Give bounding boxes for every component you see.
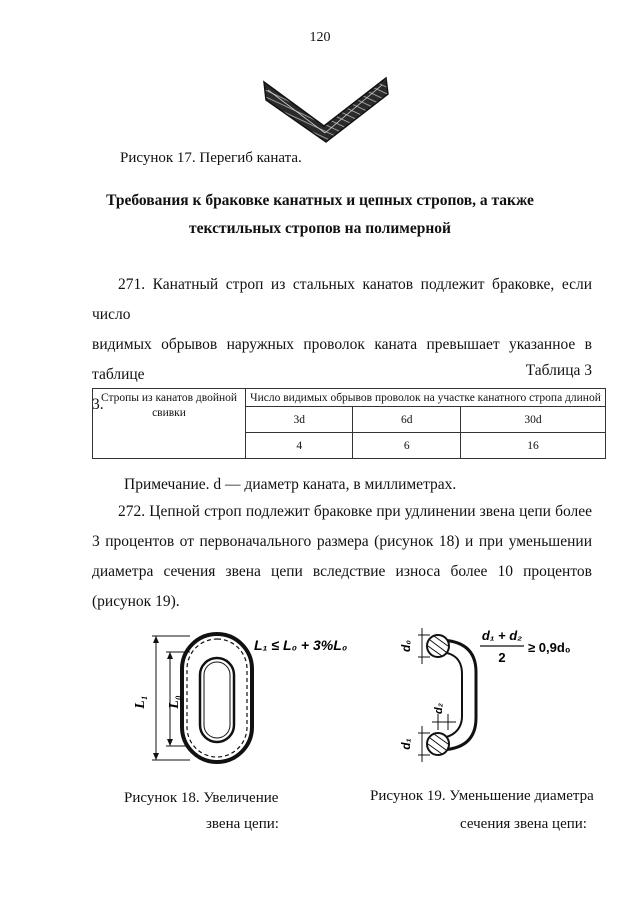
- figure-17-caption: Рисунок 17. Перегиб каната.: [120, 150, 302, 166]
- paragraph-272-line-2: 3 процентов от первоначального размера (рисунок 18) и при уменьшении: [92, 533, 592, 550]
- paragraph-271-line-3: 3.: [92, 396, 104, 413]
- table-cell-count: 6: [353, 433, 460, 459]
- bent-rope-figure: [262, 72, 390, 146]
- chain-link-wear-figure: [398, 618, 608, 766]
- label-d2: d₂: [433, 703, 445, 714]
- paragraph-272-line-4: (рисунок 19).: [92, 593, 180, 610]
- label-l0: L₀: [167, 695, 182, 709]
- label-d1: d₁: [399, 738, 413, 750]
- table-note: Примечание. d — диаметр каната, в миллиметрах.: [124, 476, 457, 493]
- figure-18-caption-line-1: Рисунок 18. Увеличение: [124, 790, 279, 806]
- paragraph-272-line-1: 272. Цепной строп подлежит браковке при удлинении звена цепи более: [118, 503, 592, 520]
- paragraph-272: [92, 497, 592, 617]
- formula-rhs: ≥ 0,9d₀: [528, 640, 571, 655]
- figure-18-caption-line-2: звена цепи:: [206, 816, 279, 832]
- chain-link-elongation-figure: [130, 628, 380, 768]
- paragraph-272-line-3: диаметра сечения звена цепи вследствие износа более 10 процентов: [92, 563, 592, 580]
- figure-19-caption-line-1: Рисунок 19. Уменьшение диаметра: [370, 788, 594, 804]
- figure-19-caption-line-2: сечения звена цепи:: [460, 816, 587, 832]
- formula-denominator: 2: [498, 650, 506, 665]
- table-header-broken-wires: Число видимых обрывов проволок на участке канатного стропа длиной: [246, 389, 606, 407]
- label-l1: L₁: [133, 695, 148, 709]
- table-cell-count: 4: [246, 433, 353, 459]
- table-cell-length: 30d: [460, 407, 605, 433]
- table-cell-count: 16: [460, 433, 605, 459]
- paragraph-271-line-1: 271. Канатный строп из стальных канатов подлежит браковке, если число: [92, 276, 592, 323]
- table-3: [92, 388, 606, 459]
- table-cell-length: 3d: [246, 407, 353, 433]
- section-heading-line-2: текстильных стропов на полимерной: [189, 220, 451, 237]
- page-number: 120: [309, 30, 331, 45]
- table-cell-length: 6d: [353, 407, 460, 433]
- formula-numerator: d₁ + d₂: [481, 628, 523, 643]
- paragraph-271-line-2: видимых обрывов наружных проволок каната превышает указанное в таблице: [92, 336, 592, 383]
- table-header-rope-type: Стропы из канатов двойной свивки: [93, 389, 246, 459]
- label-d0: d₀: [399, 639, 413, 653]
- table-3-title: Таблица 3: [525, 362, 592, 379]
- section-heading-line-1: Требования к браковке канатных и цепных стропов, а также: [106, 192, 534, 209]
- elongation-formula: L₁ ≤ L₀ + 3%L₀: [254, 637, 348, 653]
